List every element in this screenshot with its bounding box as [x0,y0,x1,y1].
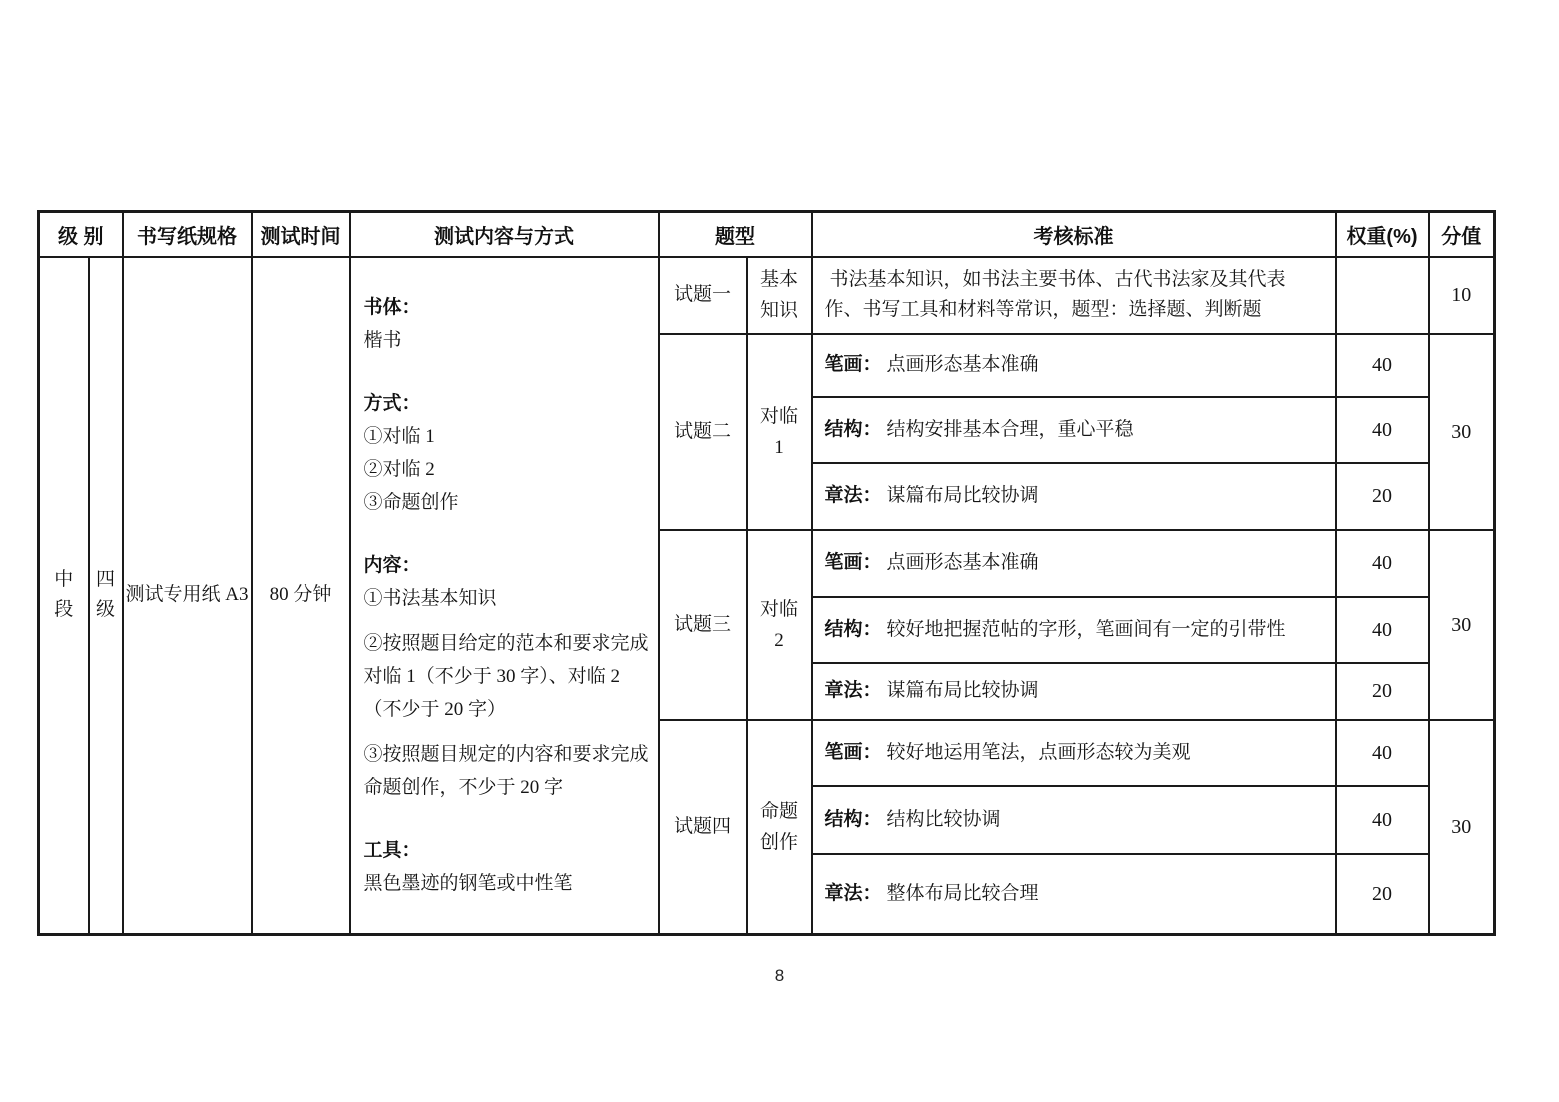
criteria-label: 结构： [824,809,882,830]
criteria-cell [812,786,1336,854]
style-value: 楷书 [363,329,402,351]
question-type-cell: 基本知识 [747,257,812,334]
header-row [39,212,1495,257]
criteria-label: 结构： [824,618,882,640]
criteria-text: 结构比较协调 [886,809,1001,830]
header-weight: 权重(%) [1336,212,1429,257]
score-cell: 30 [1429,530,1495,720]
weight-cell: 20 [1336,663,1429,720]
method-item: ①对临 1 [363,425,435,447]
content-item: ①书法基本知识 [363,587,497,609]
content-item: ②按照题目给定的范本和要求完成对临 1（不少于 30 字）、对临 2（不少于 20 字） [363,632,649,720]
test-content-cell [350,257,659,935]
tool-section [364,834,658,900]
paper-spec-cell: 测试专用纸 A3 [123,257,252,935]
question-cell: 试题三 [659,530,747,720]
criteria-label: 笔画： [824,552,882,574]
criteria-text: 点画形态基本准确 [886,552,1039,574]
weight-cell: 40 [1336,597,1429,663]
criteria-label: 章法： [824,680,882,702]
question-cell: 试题二 [659,334,747,530]
question-type-cell: 命题创作 [747,720,812,934]
criteria-cell [812,720,1336,786]
tool-value: 黑色墨迹的钢笔或中性笔 [363,872,573,894]
criteria-cell [812,397,1336,463]
level-grade-cell: 四级 [89,257,123,935]
weight-cell: 40 [1336,530,1429,597]
header-score: 分值 [1429,212,1495,257]
criteria-label: 章法： [824,882,882,904]
header-criteria: 考核标准 [812,212,1336,257]
criteria-cell [812,530,1336,597]
question-cell: 试题一 [659,257,747,334]
criteria-cell [812,663,1336,720]
criteria-label: 笔画： [824,354,882,376]
header-level: 级 别 [39,212,123,257]
criteria-cell [812,597,1336,663]
page-number: 8 [774,966,785,985]
criteria-text: 点画形态基本准确 [886,354,1039,376]
criteria-text: 书法基本知识，如书法主要书体、古代书法家及其代表作、书写工具和材料等常识，题型：选择题、判断题 [824,269,1286,320]
test-time-cell: 80 分钟 [252,257,350,935]
header-paper-spec: 书写纸规格 [123,212,252,257]
method-item: ②对临 2 [363,458,435,480]
content-heading: 内容： [363,554,421,576]
weight-cell: 40 [1336,397,1429,463]
weight-cell: 20 [1336,854,1429,934]
criteria-text: 较好地运用笔法，点画形态较为美观 [886,741,1191,763]
header-question-type: 题型 [659,212,812,257]
header-test-content: 测试内容与方式 [350,212,659,257]
criteria-label: 结构： [824,418,882,440]
grading-table [37,210,1496,936]
criteria-row [39,257,1495,334]
criteria-text: 较好地把握范帖的字形，笔画间有一定的引带性 [886,618,1286,640]
criteria-label: 章法： [824,485,882,507]
criteria-cell [812,334,1336,397]
header-test-time: 测试时间 [252,212,350,257]
content-item: ③按照题目规定的内容和要求完成命题创作，不少于 20 字 [363,743,649,798]
method-section [364,387,658,519]
weight-cell [1336,257,1429,334]
question-type-cell: 对临 1 [747,334,812,530]
score-cell: 30 [1429,334,1495,530]
criteria-text: 整体布局比较合理 [886,882,1039,904]
style-heading: 书体： [363,296,421,318]
question-cell: 试题四 [659,720,747,934]
tool-heading: 工具： [363,839,421,861]
weight-cell: 40 [1336,334,1429,397]
weight-cell: 40 [1336,786,1429,854]
criteria-text: 结构安排基本合理，重心平稳 [886,418,1134,440]
criteria-text: 谋篇布局比较协调 [886,680,1039,702]
weight-cell: 40 [1336,720,1429,786]
criteria-cell [812,257,1336,334]
criteria-label: 笔画： [824,741,882,763]
criteria-text: 谋篇布局比较协调 [886,485,1039,507]
method-heading: 方式： [363,392,421,414]
question-type-cell: 对临 2 [747,530,812,720]
score-cell: 30 [1429,720,1495,934]
style-section [364,291,658,357]
test-content-text [364,262,658,929]
score-cell: 10 [1429,257,1495,334]
criteria-cell [812,854,1336,934]
weight-cell: 20 [1336,463,1429,530]
method-item: ③命题创作 [363,491,459,513]
level-stage-cell: 中段 [39,257,89,935]
criteria-cell [812,463,1336,530]
content-section [364,549,658,804]
